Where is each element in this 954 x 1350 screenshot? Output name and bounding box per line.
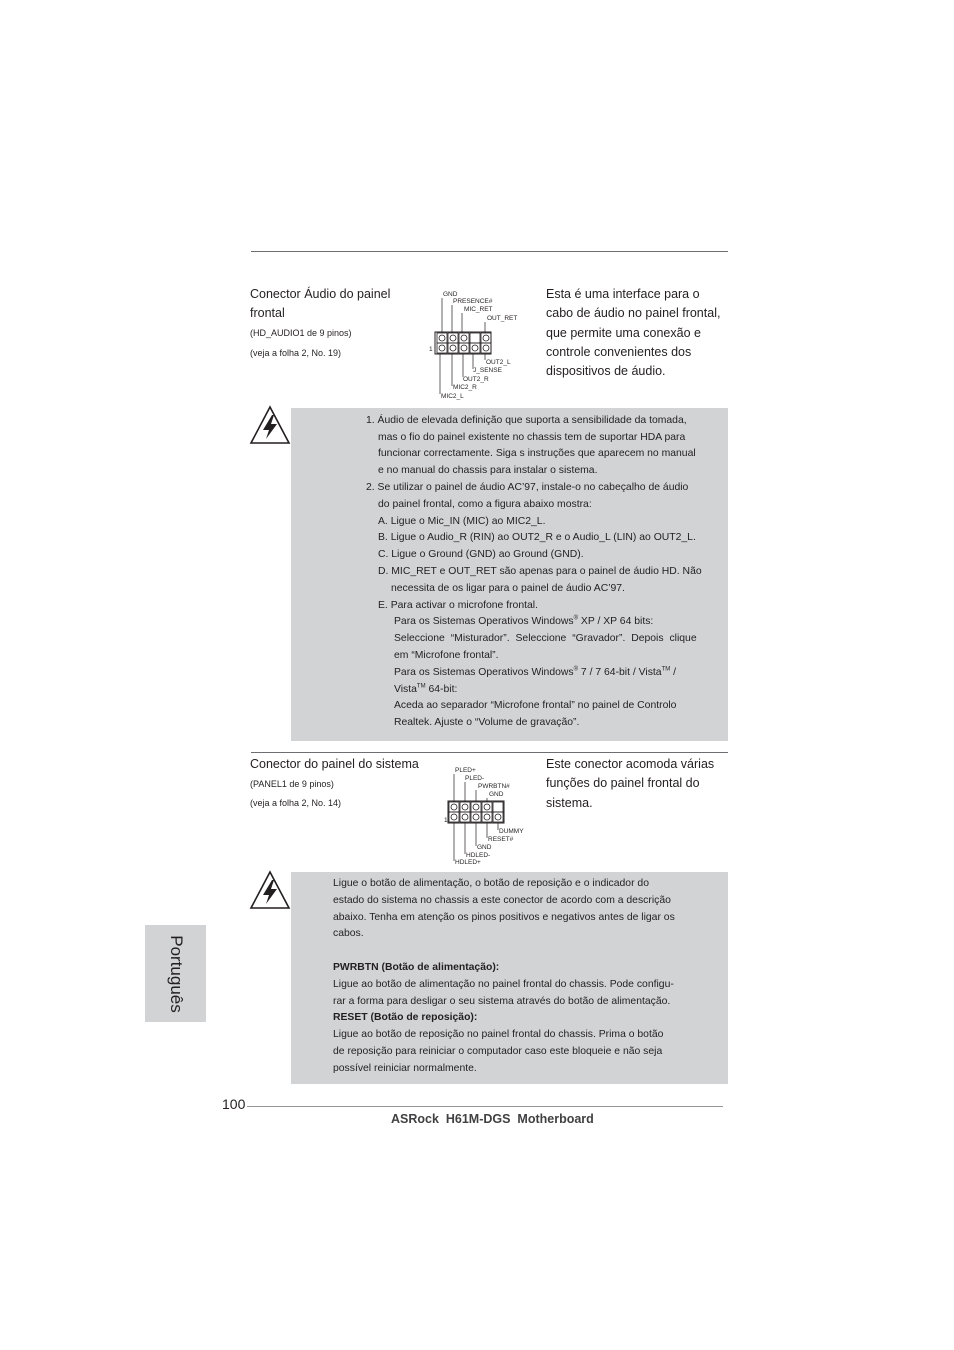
note-line: E. Para activar o microfone frontal.	[378, 600, 538, 611]
note-line: 2. Se utilizar o painel de áudio AC’97, instale-o no cabeçalho de áudio	[366, 482, 689, 493]
audio-pin-label: OUT2_L	[486, 359, 511, 366]
audio-description: Esta é uma interface para o cabo de áudio no painel frontal, que permite uma conexão e controle convenientes dos dispositivos de áudio.	[546, 287, 721, 379]
note-line: rar a forma para desligar o seu sistema através do botão de alimentação.	[333, 995, 671, 1007]
note-line: Vista™ 64-bit:	[394, 683, 458, 695]
system-panel-header-diagram	[440, 760, 535, 866]
note-line: 1. Áudio de elevada definição que suporta a sensibilidade da tomada,	[366, 415, 687, 426]
audio-pin-label: GND	[443, 291, 458, 298]
audio-pin-label: MIC_RET	[464, 306, 493, 313]
language-side-tab: Português	[145, 925, 206, 1022]
section-rule	[251, 752, 728, 753]
note-line: abaixo. Tenha em atenção os pinos positivos e negativos antes de ligar os	[333, 911, 675, 923]
note-line: e no manual do chassis para instalar o sistema.	[378, 465, 598, 476]
caution-icon	[249, 405, 291, 445]
page-number: 100	[222, 1096, 246, 1112]
panel-pins-note: (PANEL1 de 9 pinos)	[250, 779, 334, 789]
note-line: possível reiniciar normalmente.	[333, 1062, 477, 1074]
note-line: Ligue ao botão de alimentação no painel frontal do chassis. Pode configu-	[333, 978, 674, 990]
note-line: mas o fio do painel existente no chassis tem de suportar HDA para	[378, 432, 686, 443]
audio-pin-label: PRESENCE#	[453, 298, 493, 305]
audio-pin-label: MIC2_L	[441, 393, 464, 400]
audio-pin-label: MIC2_R	[453, 384, 477, 391]
panel-pin-label: HDLED-	[466, 852, 491, 859]
audio-ref-note: (veja a folha 2, No. 19)	[250, 348, 342, 358]
note-line: do painel frontal, como a figura abaixo mostra:	[378, 499, 592, 510]
panel-note-box	[291, 872, 728, 1084]
hd-audio-header-diagram	[425, 287, 540, 405]
note-line: cabos.	[333, 928, 364, 940]
panel-pin-label: GND	[477, 844, 492, 851]
note-line: B. Ligue o Audio_R (RIN) ao OUT2_R e o Audio_L (LIN) ao OUT2_L.	[378, 532, 696, 543]
panel-pin-label: RESET#	[488, 836, 514, 843]
note-line: estado do sistema no chassis a este conector de acordo com a descrição	[333, 894, 671, 906]
panel-pin-label: GND	[489, 791, 504, 798]
panel-ref-note: (veja a folha 2, No. 14)	[250, 798, 342, 808]
caution-icon	[249, 870, 291, 910]
note-line: Realtek. Ajuste o “Volume de gravação”.	[394, 717, 580, 728]
panel-pin-label: HDLED+	[455, 859, 481, 866]
note-line: Seleccione “Misturador”. Seleccione “Gravador”. Depois clique	[394, 633, 697, 644]
note-line: C. Ligue o Ground (GND) ao Ground (GND).	[378, 549, 584, 560]
panel-pin-one: 1	[444, 817, 448, 824]
audio-title: Conector Áudio do painel frontal	[250, 287, 391, 321]
footer-product-name: ASRock H61M-DGS Motherboard	[391, 1112, 594, 1126]
audio-pin-label: OUT_RET	[487, 315, 518, 322]
panel-title: Conector do painel do sistema	[250, 757, 419, 771]
note-line: de reposição para reiniciar o computador caso este bloqueie e não seja	[333, 1045, 663, 1057]
audio-note-box	[291, 408, 728, 741]
note-line: A. Ligue o Mic_IN (MIC) ao MIC2_L.	[378, 516, 546, 527]
note-line: Ligue ao botão de reposição no painel frontal do chassis. Prima o botão	[333, 1029, 664, 1041]
panel-description: Este conector acomoda várias funções do painel frontal do sistema.	[546, 757, 715, 810]
note-line: D. MIC_RET e OUT_RET são apenas para o painel de áudio HD. Não	[378, 566, 702, 577]
reset-heading: RESET (Botão de reposição):	[333, 1012, 478, 1024]
panel-pin-label: DUMMY	[499, 828, 524, 835]
panel-pin-label: PWRBTN#	[478, 783, 510, 790]
audio-pin-one: 1	[429, 346, 433, 353]
audio-pin-label: J_SENSE	[473, 367, 502, 374]
footer-rule	[247, 1106, 723, 1107]
note-line: Ligue o botão de alimentação, o botão de reposição e o indicador do	[333, 878, 649, 889]
note-line: Para os Sistemas Operativos Windows® XP / XP 64 bits:	[394, 615, 654, 627]
note-line: Aceda ao separador “Microfone frontal” no painel de Controlo	[394, 700, 677, 711]
note-line: em “Microfone frontal”.	[394, 650, 499, 661]
top-rule	[251, 251, 728, 252]
panel-pin-label: PLED+	[455, 767, 476, 774]
note-line: Para os Sistemas Operativos Windows® 7 / 7 64-bit / Vista™ /	[394, 666, 677, 678]
panel-pin-label: PLED-	[465, 775, 485, 782]
note-line: necessita de os ligar para o painel de áudio AC’97.	[391, 583, 625, 594]
audio-pins-note: (HD_AUDIO1 de 9 pinos)	[250, 328, 352, 338]
note-line: funcionar correctamente. Siga s instruções que aparecem no manual	[378, 448, 696, 459]
pwrbtn-heading: PWRBTN (Botão de alimentação):	[333, 961, 500, 973]
audio-pin-label: OUT2_R	[463, 376, 489, 383]
